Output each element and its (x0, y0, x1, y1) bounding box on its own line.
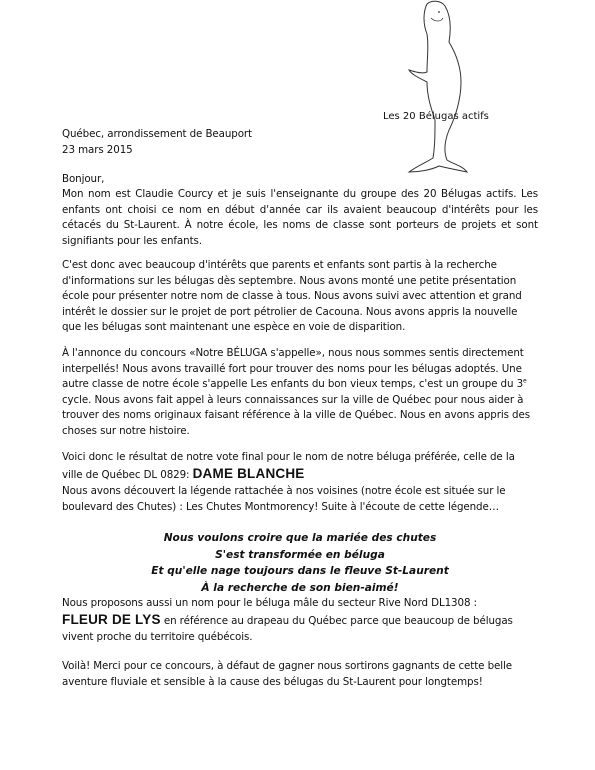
paragraph-5-part-b: en référence au drapeau du Québec parce que beaucoup de bélugas vivent proche du territoire québécois. (62, 615, 513, 643)
superscript-e: e (523, 377, 527, 385)
closing-paragraph: Voilà! Merci pour ce concours, à défaut de gagner nous sortirons gagnants de cette belle aventure fluviale et sensible à la cause des bélugas du St-Laurent pour longtemps! (62, 660, 512, 688)
paragraph-4-part-a: Voici donc le résultat de notre vote final pour le nom de notre béluga préférée, celle de la ville de Québec DL 0829: (62, 451, 515, 481)
paragraph-5a: Nous proposons aussi un nom pour le béluga mâle du secteur Rive Nord DL1308 : (62, 597, 477, 609)
paragraph-4 (62, 450, 538, 483)
poem-line: À la recherche de son bien-aimé! (201, 581, 399, 594)
date-line: 23 mars 2015 (62, 143, 133, 156)
poem-line: S'est transformée en béluga (215, 548, 385, 561)
poem-line: Nous voulons croire que la mariée des chutes (163, 532, 437, 544)
name-male: FLEUR DE LYS (62, 612, 161, 627)
paragraph-4b: Nous avons découvert la légende rattachée à nos voisines (notre école est située sur le boulevard des Chutes) : Les Chutes Montmorency! Suite à l'écoute de cette légende… (62, 485, 506, 513)
location-line: Québec, arrondissement de Beauport (62, 128, 252, 140)
paragraph-2: C'est donc avec beaucoup d'intérêts que parents et enfants sont partis à la recherche d'informations sur les bélugas dès septembre. Nous avons monté une petite présentation école pour présenter notre nom de classe à tous. Nous avons suivi avec attention et grand intérêt le dossier sur le projet de port pétrolier de Cacouna. Nous avons appris la nouvelle que les bélugas sont maintenant une espèce en voie de disparition. (62, 259, 522, 333)
name-female: DAME BLANCHE (192, 465, 305, 481)
group-label: Les 20 Bélugas actifs (383, 111, 489, 122)
paragraph-5 (62, 612, 538, 645)
paragraph-3-part-b: cycle. Nous avons fait appel à leurs connaissances sur la ville de Québec pour nous aider à trouver des noms originaux faisant référence à la ville de Québec. Nous en avons appris des choses sur notre histoire. (62, 393, 530, 437)
paragraph-3 (62, 346, 538, 439)
poem (62, 530, 538, 596)
greeting: Bonjour, (62, 173, 105, 185)
paragraph-3-part-a: À l'annonce du concours «Notre BÉLUGA s'appelle», nous nous sommes sentis directement interpellés! Nous avons travaillé fort pour trouver des noms pour les bélugas adoptés. Une autre classe de notre école s'appelle Les enfants du bon vieux temps, c'est un groupe du 3 (62, 347, 524, 390)
paragraph-1: Mon nom est Claudie Courcy et je suis l'enseignante du groupe des 20 Bélugas actifs. Les enfants ont choisi ce nom en début d'année car ils avaient beaucoup d'intérêts pour les cétacés du St-Laurent. À notre école, les noms de classe sont porteurs de projets et sont signifiants pour les enfants. (62, 188, 538, 247)
poem-line: Et qu'elle nage toujours dans le fleuve St-Laurent (151, 565, 449, 577)
header-block (62, 127, 538, 158)
